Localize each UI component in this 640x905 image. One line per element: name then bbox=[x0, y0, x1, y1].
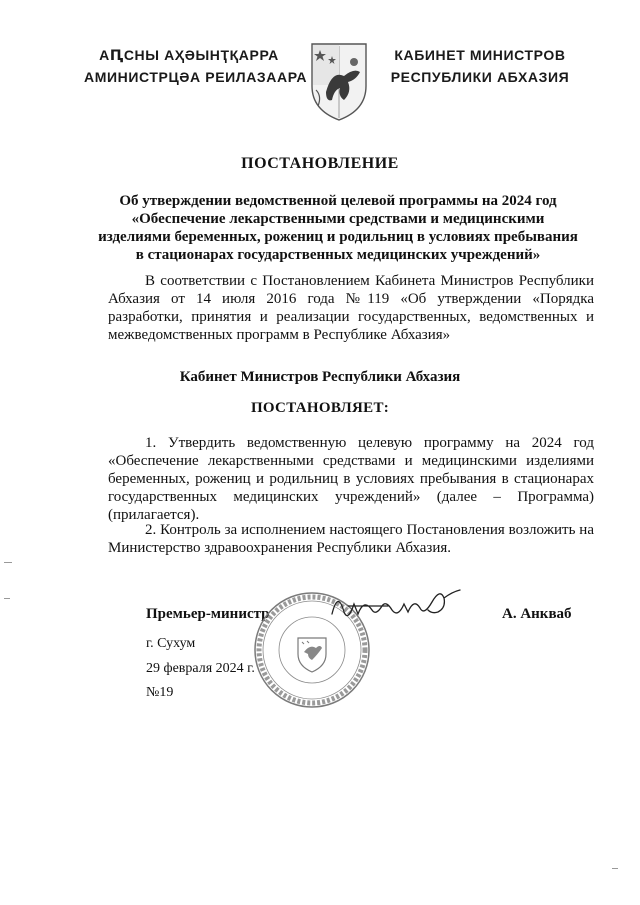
header-left bbox=[84, 44, 308, 88]
header-left-line2: АМИНИСТРЦӘА РЕИЛАЗААРА bbox=[84, 69, 308, 85]
document-subject bbox=[96, 192, 580, 264]
handwritten-signature bbox=[328, 584, 468, 626]
header-right bbox=[380, 44, 580, 88]
subject-line: Об утверждении ведомственной целевой программы на 2024 год bbox=[119, 193, 557, 209]
scan-edge-mark bbox=[4, 562, 12, 563]
decree-item-2: 2. Контроль за исполнением настоящего Постановления возложить на Министерство здравоохранения Республики Абхазия. bbox=[108, 522, 594, 556]
subject-line: в стационарах государственных медицинских учреждений» bbox=[135, 247, 541, 263]
scan-edge-mark bbox=[612, 868, 618, 869]
decree-item-1: 1. Утвердить ведомственную целевую программу на 2024 год «Обеспечение лекарственными средствами и медицинскими изделиями беременных, рожениц и родильниц в условиях пребывания в стационарах государственных медицинских учреждений» (далее – Программа) (прилагается). bbox=[108, 435, 594, 523]
preamble-paragraph: В соответствии с Постановлением Кабинета Министров Республики Абхазия от 14 июля 2016 года №119 «Об утверждении «Порядка разработки, принятия и реализации государственных, ведомственных и межведомственных программ в Республике Абхазия» bbox=[108, 273, 594, 343]
document-place: г. Сухум bbox=[146, 636, 196, 651]
header-right-line1: КАБИНЕТ МИНИСТРОВ bbox=[394, 47, 566, 63]
header-right-line2: РЕСПУБЛИКИ АБХАЗИЯ bbox=[390, 69, 570, 85]
subject-line: «Обеспечение лекарственными средствами и медицинскими bbox=[131, 211, 545, 227]
document-title: ПОСТАНОВЛЕНИЕ bbox=[241, 155, 399, 172]
document-number: №19 bbox=[146, 685, 174, 700]
issuer-heading: Кабинет Министров Республики Абхазия bbox=[179, 369, 461, 385]
decree-heading: ПОСТАНОВЛЯЕТ: bbox=[250, 400, 390, 416]
signatory-role: Премьер-министр bbox=[146, 606, 270, 622]
document-date: 29 февраля 2024 г. bbox=[146, 661, 255, 676]
state-emblem-icon bbox=[308, 40, 370, 122]
header-left-line1: АԤСНЫ АҲӘЫНҬҚАРРА bbox=[99, 47, 279, 63]
subject-line: изделиями беременных, рожениц и родильниц в условиях пребывания bbox=[98, 229, 578, 245]
signatory-name: А. Анкваб bbox=[502, 606, 572, 622]
scan-edge-mark bbox=[4, 598, 10, 599]
